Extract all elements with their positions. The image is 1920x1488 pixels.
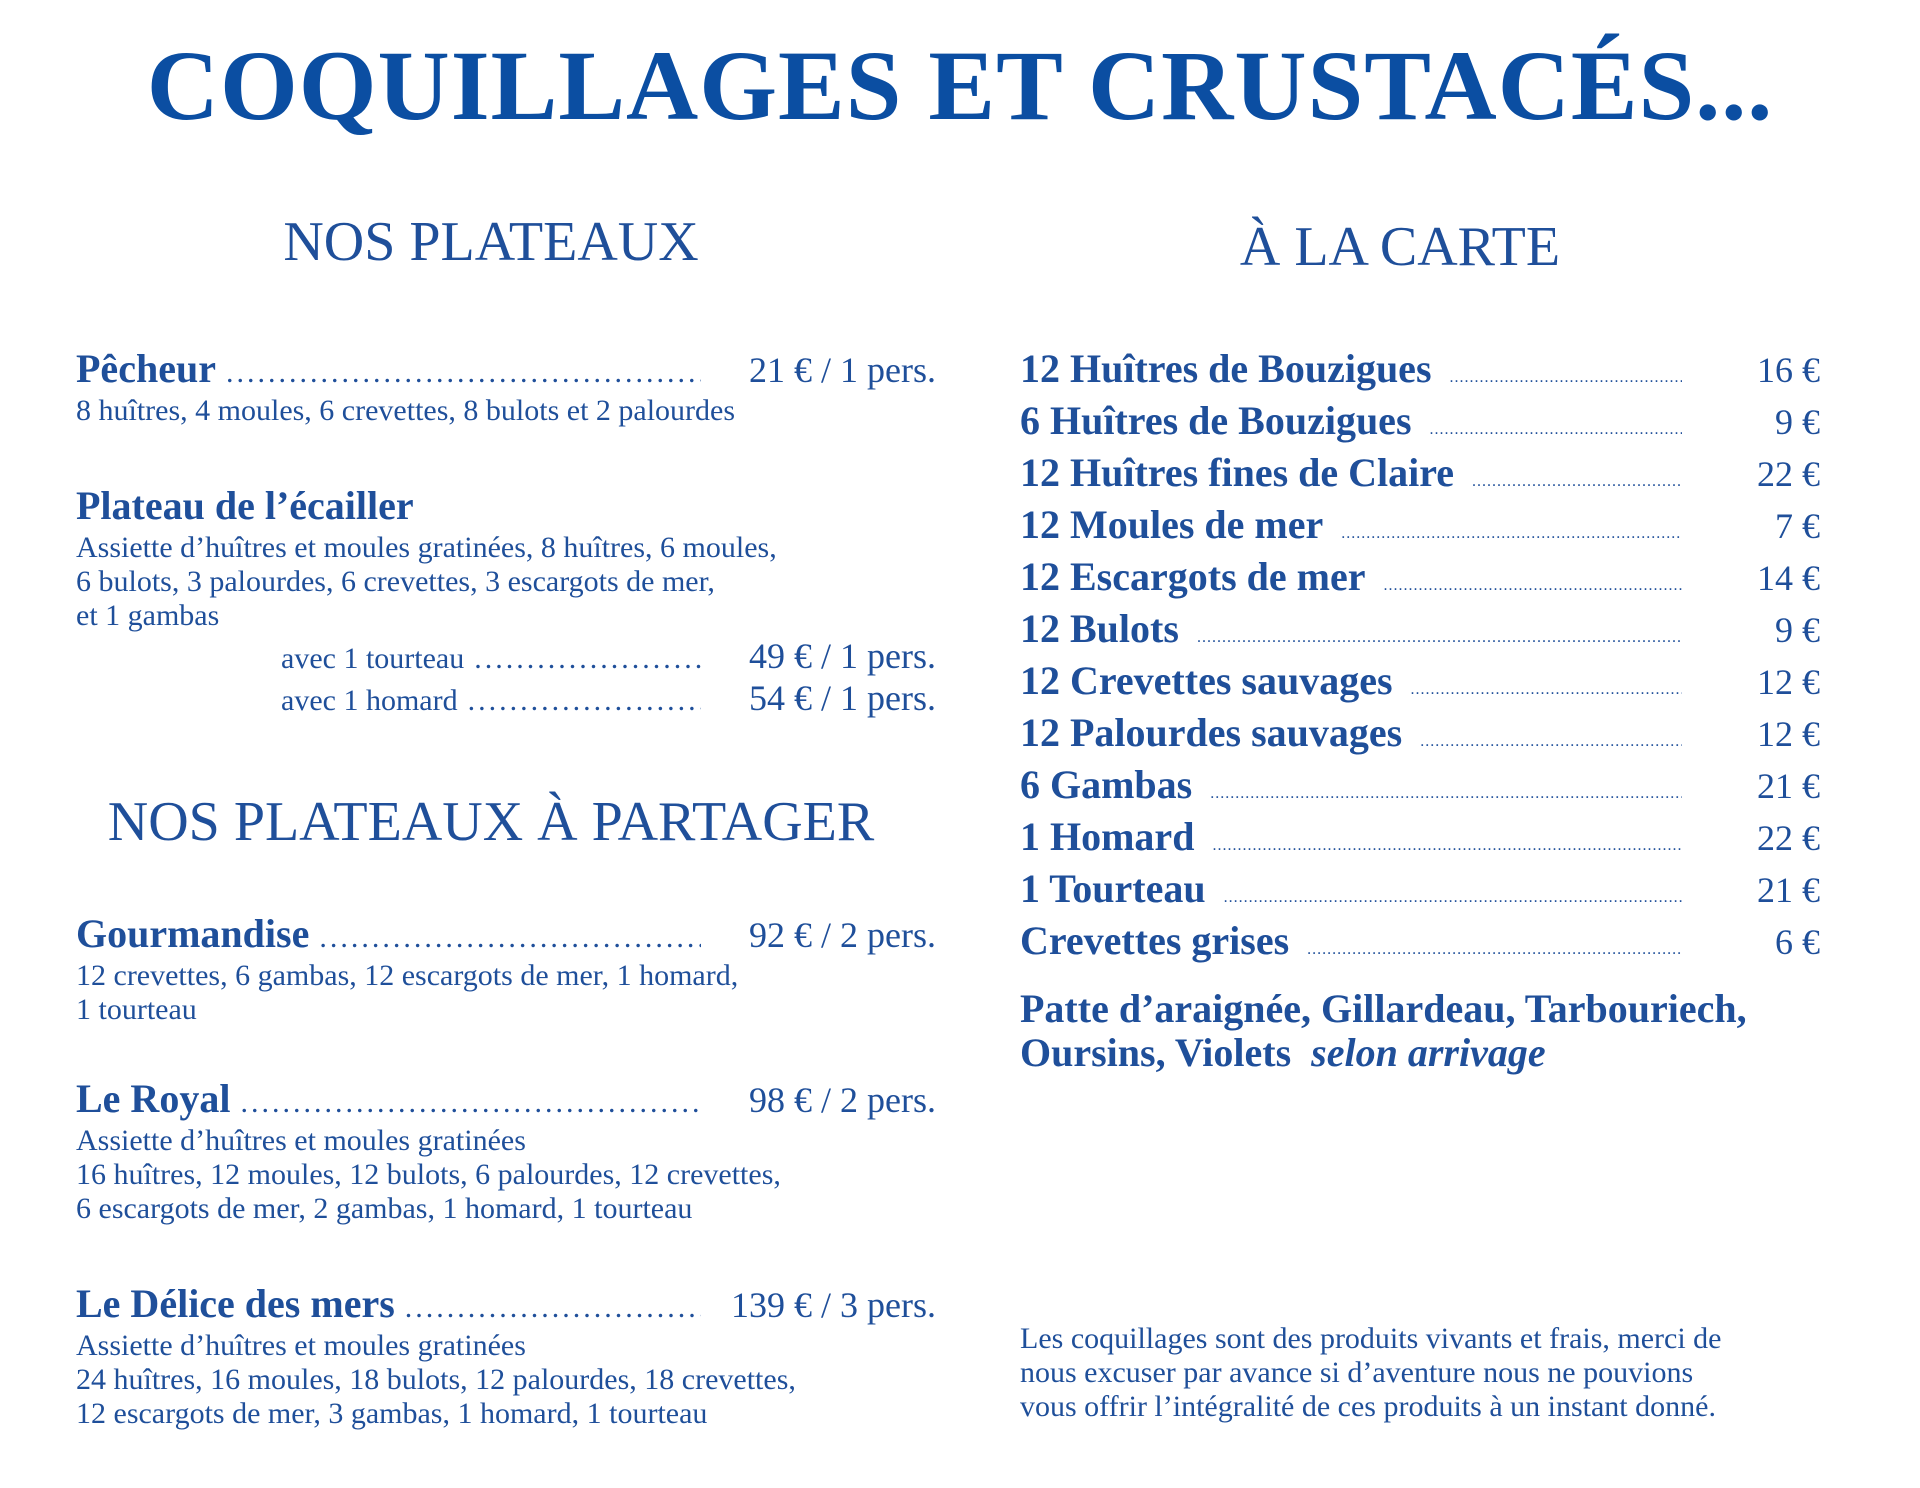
carte-item-name: 1 Tourteau <box>1020 866 1206 911</box>
carte-item <box>1020 709 1820 761</box>
dot-leader <box>1224 889 1682 907</box>
carte-item-price: 22 € <box>1757 818 1820 858</box>
plate-row <box>76 910 936 957</box>
carte-item-name: 12 Palourdes sauvages <box>1020 710 1403 755</box>
description-line: Assiette d’huîtres et moules gratinées, 8 huîtres, 6 moules, <box>76 531 777 564</box>
special-note <box>1020 987 1840 1075</box>
carte-item <box>1020 501 1820 553</box>
description-line: 16 huîtres, 12 moules, 12 bulots, 6 palourdes, 12 crevettes, <box>76 1158 781 1191</box>
dot-leader <box>1450 369 1682 387</box>
dot-leader <box>1430 421 1682 439</box>
carte-item-name: 6 Huîtres de Bouzigues <box>1020 398 1412 443</box>
plate-gourmandise <box>76 910 936 1027</box>
carte-item-price: 12 € <box>1757 714 1820 754</box>
option-label: avec 1 homard <box>281 684 458 717</box>
plate-row <box>76 482 936 529</box>
carte-item <box>1020 761 1820 813</box>
plate-row <box>76 1280 936 1327</box>
carte-item-price: 14 € <box>1757 558 1820 598</box>
dot-leader <box>468 684 701 718</box>
option-row <box>281 635 936 677</box>
dot-leader <box>1420 733 1682 751</box>
carte-item-price: 16 € <box>1757 350 1820 390</box>
description-line: 12 escargots de mer, 3 gambas, 1 homard, 1 tourteau <box>76 1397 708 1430</box>
carte-item-price: 6 € <box>1775 922 1820 962</box>
plate-delice <box>76 1280 936 1431</box>
description-line: 6 escargots de mer, 2 gambas, 1 homard, 1 tourteau <box>76 1192 693 1225</box>
carte-item-price: 22 € <box>1757 454 1820 494</box>
plate-pecheur <box>76 345 936 428</box>
carte-item-name: 12 Huîtres de Bouzigues <box>1020 346 1432 391</box>
plate-price: 21 € / 1 pers. <box>749 350 936 390</box>
option-label: avec 1 tourteau <box>281 642 465 675</box>
carte-item-price: 9 € <box>1775 402 1820 442</box>
note-line: vous offrir l’intégralité de ces produits à un instant donné. <box>1020 1390 1716 1423</box>
description-line: et 1 gambas <box>76 599 220 632</box>
option-price: 54 € / 1 pers. <box>749 678 936 718</box>
section-heading-carte: À LA CARTE <box>1239 216 1561 278</box>
description-line: Assiette d’huîtres et moules gratinées <box>76 1124 526 1157</box>
description-line: Assiette d’huîtres et moules gratinées <box>76 1329 526 1362</box>
disclaimer-note <box>1020 1322 1850 1424</box>
section-heading-partager: NOS PLATEAUX À PARTAGER <box>107 791 875 853</box>
carte-item-name: 12 Escargots de mer <box>1020 554 1366 599</box>
special-line-2 <box>1020 1031 1840 1075</box>
carte-item-price: 12 € <box>1757 662 1820 702</box>
plate-name: Pêcheur <box>76 346 216 391</box>
special-line: Patte d’araignée, Gillardeau, Tarbouriech, <box>1020 986 1747 1031</box>
section-heading-plateaux: NOS PLATEAUX <box>283 211 699 273</box>
carte-item-name: 1 Homard <box>1020 814 1195 859</box>
plate-name: Gourmandise <box>76 911 310 956</box>
carte-item-name: 12 Moules de mer <box>1020 502 1324 547</box>
note-line: nous excuser par avance si d’aventure nous ne pouvions <box>1020 1356 1694 1389</box>
plate-price: 139 € / 3 pers. <box>731 1285 936 1325</box>
carte-item-name: Crevettes grises <box>1020 918 1290 963</box>
plate-row <box>76 345 936 392</box>
option-row <box>281 677 936 719</box>
carte-item <box>1020 657 1820 709</box>
plate-description <box>76 1329 936 1431</box>
plate-price: 98 € / 2 pers. <box>749 1080 936 1120</box>
carte-item-name: 12 Huîtres fines de Claire <box>1020 450 1455 495</box>
left-column <box>76 210 936 1430</box>
dot-leader <box>1472 473 1682 491</box>
carte-item-price: 21 € <box>1757 766 1820 806</box>
plate-description <box>76 531 936 633</box>
carte-item <box>1020 553 1820 605</box>
plate-name: Le Royal <box>76 1076 231 1121</box>
carte-item <box>1020 605 1820 657</box>
carte-item-price: 9 € <box>1775 610 1820 650</box>
plate-royal <box>76 1075 936 1226</box>
carte-item-price: 7 € <box>1775 506 1820 546</box>
description-line: 24 huîtres, 16 moules, 18 bulots, 12 palourdes, 18 crevettes, <box>76 1363 796 1396</box>
plate-description <box>76 1124 936 1226</box>
carte-item-name: 6 Gambas <box>1020 762 1193 807</box>
carte-item <box>1020 449 1820 501</box>
dot-leader <box>1411 681 1682 699</box>
carte-item <box>1020 865 1820 917</box>
carte-item <box>1020 345 1820 397</box>
carte-item-name: 12 Bulots <box>1020 606 1179 651</box>
dot-leader <box>405 1291 701 1325</box>
plate-name: Le Délice des mers <box>76 1281 395 1326</box>
plate-price: 92 € / 2 pers. <box>749 915 936 955</box>
carte-list <box>1020 345 1820 969</box>
dot-leader <box>240 1086 701 1120</box>
special-line: Oursins, Violets <box>1020 1030 1292 1075</box>
right-column <box>1020 215 1820 1423</box>
menu-title: COQUILLAGES ET CRUSTACÉS... <box>146 30 1774 141</box>
dot-leader <box>1212 837 1682 855</box>
dot-leader <box>1197 629 1682 647</box>
carte-item <box>1020 917 1820 969</box>
carte-item <box>1020 813 1820 865</box>
dot-leader <box>474 642 701 676</box>
plate-description <box>76 959 936 1027</box>
plate-row <box>76 1075 936 1122</box>
carte-item <box>1020 397 1820 449</box>
dot-leader <box>1341 525 1682 543</box>
special-italic: selon arrivage <box>1311 1030 1546 1075</box>
option-price: 49 € / 1 pers. <box>749 636 936 676</box>
note-line: Les coquillages sont des produits vivants et frais, merci de <box>1020 1322 1722 1355</box>
dot-leader <box>319 921 701 955</box>
description-line: 6 bulots, 3 palourdes, 6 crevettes, 3 escargots de mer, <box>76 565 715 598</box>
plate-name: Plateau de l’écailler <box>76 483 414 528</box>
carte-item-price: 21 € <box>1757 870 1820 910</box>
dot-leader <box>1210 785 1682 803</box>
carte-item-name: 12 Crevettes sauvages <box>1020 658 1393 703</box>
plate-description: 8 huîtres, 4 moules, 6 crevettes, 8 bulots et 2 palourdes <box>76 394 736 427</box>
description-line: 12 crevettes, 6 gambas, 12 escargots de mer, 1 homard, <box>76 959 739 992</box>
description-line: 1 tourteau <box>76 993 197 1026</box>
plate-ecailler <box>76 482 936 719</box>
dot-leader <box>226 356 701 390</box>
dot-leader <box>1383 577 1682 595</box>
dot-leader <box>1307 941 1682 959</box>
